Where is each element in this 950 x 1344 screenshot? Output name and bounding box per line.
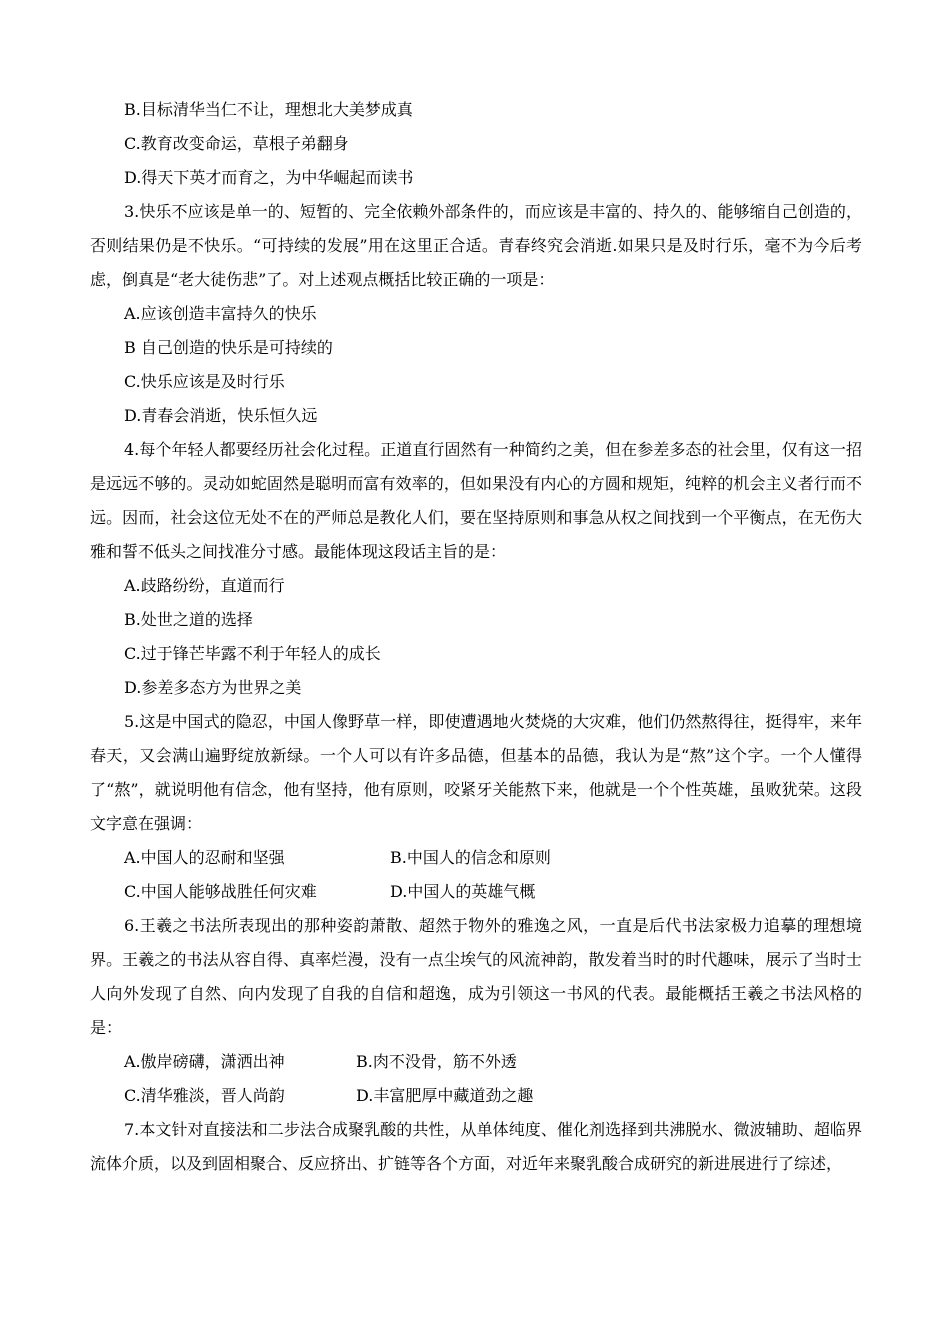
q6-option-c: C.清华雅淡，晋人尚韵 bbox=[124, 1086, 285, 1105]
q5-option-a: A.中国人的忍耐和坚强 bbox=[124, 848, 285, 867]
q5-stem: 5.这是中国式的隐忍，中国人像野草一样，即使遭遇地火焚烧的大灾难，他们仍然熬得往，挺得牢，来年春天，又会满山遍野绽放新绿。一个人可以有许多品德，但基本的品德，我认为是“熬”这个字。一个人懂得了“熬”，就说明他有信念，他有坚持，他有原则，咬紧牙关能熬下来，他就是一个个性英雄，虽败犹荣。这段文字意在强调： bbox=[90, 712, 862, 833]
q7-stem: 7.本文针对直接法和二步法合成聚乳酸的共性，从单体纯度、催化剂选择到共沸脱水、微波辅助、超临界流体介质，以及到固相聚合、反应挤出、扩链等各个方面，对近年来聚乳酸合成研究的新进展进行了综述， bbox=[90, 1120, 862, 1173]
q3-option-d: D.青春会消逝，快乐恒久远 bbox=[124, 406, 318, 425]
q3-option-b: B 自己创造的快乐是可持续的 bbox=[124, 338, 333, 357]
q4-option-a: A.歧路纷纷，直道而行 bbox=[124, 576, 285, 595]
q6-option-a: A.傲岸磅礴，潇洒出神 bbox=[124, 1052, 285, 1071]
q2-option-d: D.得天下英才而育之，为中华崛起而读书 bbox=[124, 168, 414, 187]
q3-stem: 3.快乐不应该是单一的、短暂的、完全依赖外部条件的，而应该是丰富的、持久的、能够缩自己创造的，否则结果仍是不快乐。“可持续的发展”用在这里正合适。青春终究会消逝.如果只是及时行乐，毫不为今后考虑，倒真是“老大徒伤悲”了。对上述观点概括比较正确的一项是： bbox=[90, 202, 862, 289]
q5-options-row-1 bbox=[124, 841, 862, 875]
q6-option-b: B.肉不没骨，筋不外透 bbox=[356, 1052, 517, 1071]
q4-stem: 4.每个年轻人都要经历社会化过程。正道直行固然有一种简约之美，但在参差多态的社会里，仅有这一招是远远不够的。灵动如蛇固然是聪明而富有效率的，但如果没有内心的方圆和规矩，纯粹的机会主义者行而不远。因而，社会这位无处不在的严师总是教化人们，要在坚持原则和事急从权之间找到一个平衡点，在无伤大雅和誓不低头之间找准分寸感。最能体现这段话主旨的是： bbox=[90, 440, 862, 561]
q5-option-d: D.中国人的英雄气概 bbox=[390, 882, 536, 901]
q6-options-row-1 bbox=[124, 1045, 862, 1079]
q6-options-row-2 bbox=[124, 1079, 862, 1113]
q3-option-a: A.应该创造丰富持久的快乐 bbox=[124, 304, 317, 323]
q5-option-c: C.中国人能够战胜任何灾难 bbox=[124, 882, 317, 901]
document-body bbox=[90, 93, 862, 1181]
q4-option-d: D.参差多态方为世界之美 bbox=[124, 678, 302, 697]
q2-option-c: C.教育改变命运，草根子弟翻身 bbox=[124, 134, 349, 153]
q5-option-b: B.中国人的信念和原则 bbox=[390, 848, 551, 867]
q6-option-d: D.丰富肥厚中藏道劲之趣 bbox=[356, 1086, 534, 1105]
q2-option-b: B.目标清华当仁不让，理想北大美梦成真 bbox=[124, 100, 413, 119]
q4-option-b: B.处世之道的选择 bbox=[124, 610, 253, 629]
q5-options-row-2 bbox=[124, 875, 862, 909]
q4-option-c: C.过于锋芒毕露不利于年轻人的成长 bbox=[124, 644, 381, 663]
q3-option-c: C.快乐应该是及时行乐 bbox=[124, 372, 285, 391]
q6-stem: 6.王羲之书法所表现出的那种姿韵萧散、超然于物外的雅逸之风，一直是后代书法家极力追摹的理想境界。王羲之的书法从容自得、真率烂漫，没有一点尘埃气的风流神韵，散发着当时的时代趣味，展示了当时士人向外发现了自然、向内发现了自我的自信和超逸，成为引领这一书风的代表。最能概括王羲之书法风格的是： bbox=[90, 916, 862, 1037]
